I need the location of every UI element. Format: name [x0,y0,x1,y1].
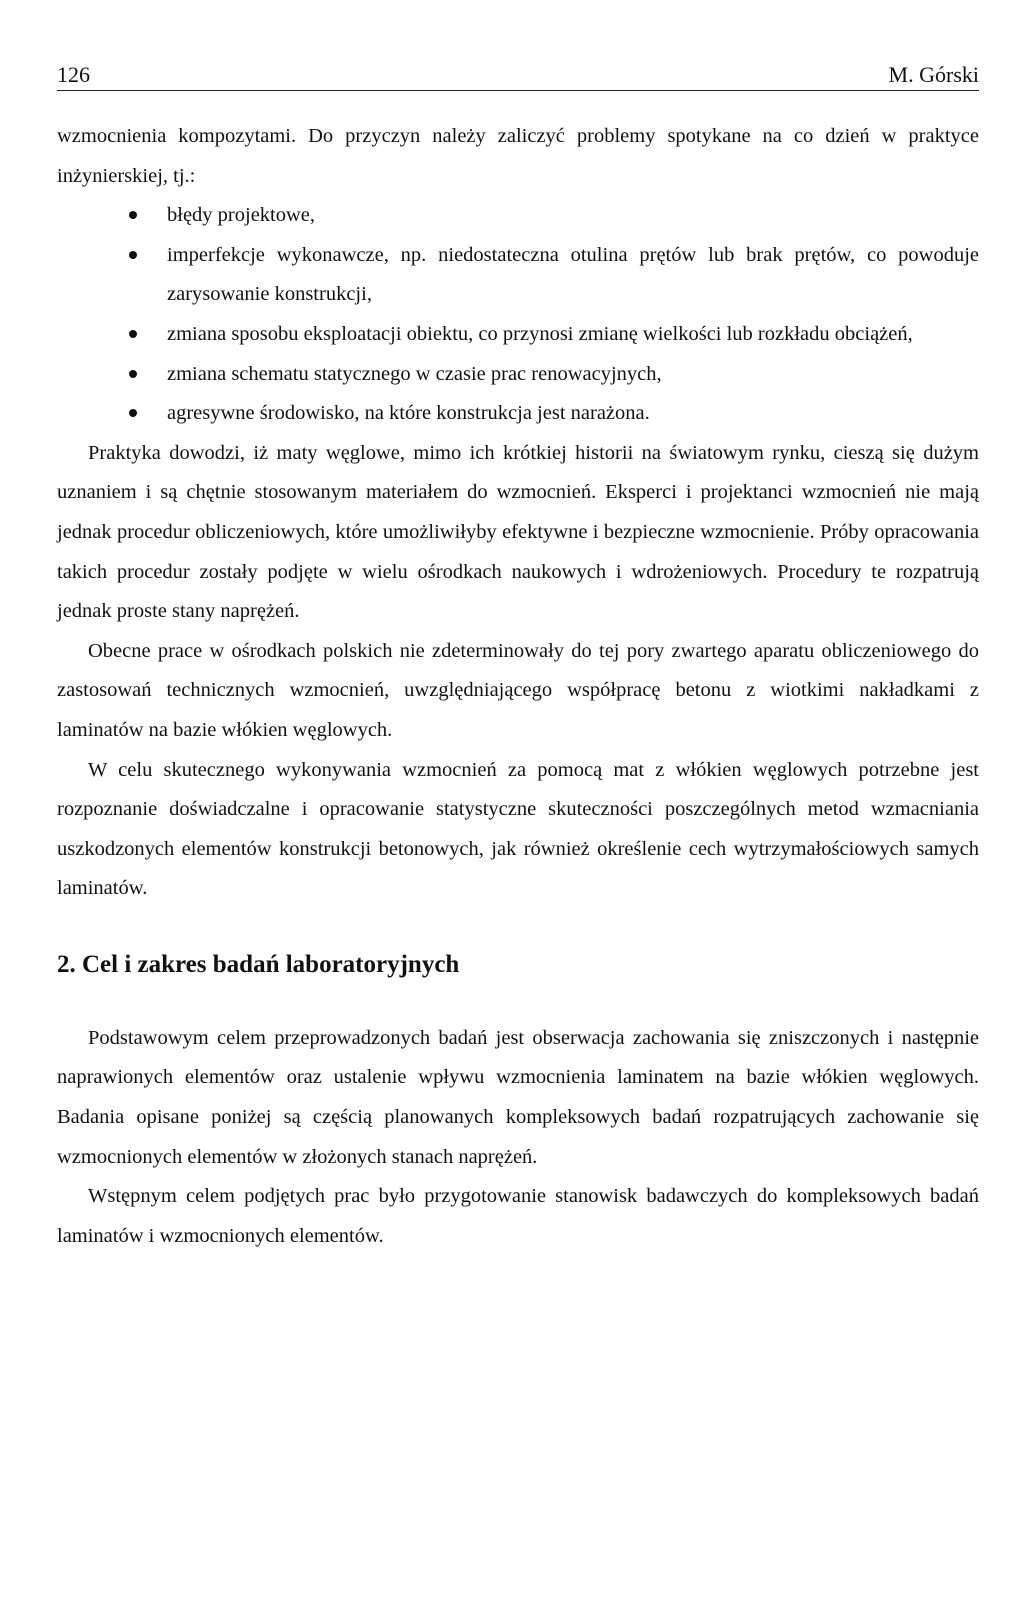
section-paragraph: Wstępnym celem podjętych prac było przygotowanie stanowisk badawczych do kompleksowych badań laminatów i wzmocnionych elementów. [57,1185,979,1247]
document-body [57,117,979,1256]
bullet-icon [129,409,137,417]
section-heading: 2. Cel i zakres badań laboratoryjnych [57,950,460,978]
list-item-text: zmiana schematu statycznego w czasie prac renowacyjnych, [167,362,662,385]
list-item-text: zmiana sposobu eksploatacji obiektu, co przynosi zmianę wielkości lub rozkładu obciążeń, [167,322,913,345]
body-paragraph: Obecne prace w ośrodkach polskich nie zdeterminowały do tej pory zwartego aparatu obliczeniowego do zastosowań technicznych wzmocnień, uwzględniającego współpracę betonu z wiotkimi nakładkami z laminatów na bazie włókien węglowych. [57,639,979,741]
list-item-text: błędy projektowe, [167,204,316,227]
bullet-icon [129,211,137,219]
author-name: M. Górski [888,62,979,87]
intro-paragraph: wzmocnienia kompozytami. Do przyczyn należy zaliczyć problemy spotykane na co dzień w praktyce inżynierskiej, tj.: [57,125,979,187]
list-item [57,355,979,395]
bullet-icon [129,251,137,259]
page-number: 126 [57,62,90,87]
bullet-icon [129,330,137,338]
bullet-icon [129,370,137,378]
list-item-text: agresywne środowisko, na które konstrukcja jest narażona. [167,402,650,425]
list-item [57,315,979,355]
document-page [57,62,979,1256]
list-item [57,394,979,434]
cause-list [57,196,979,434]
section-paragraph: Podstawowym celem przeprowadzonych badań jest obserwacja zachowania się zniszczonych i następnie naprawionych elementów oraz ustalenie wpływu wzmocnienia laminatem na bazie włókien węglowych. Badania opisane poniżej są częścią planowanych kompleksowych badań rozpatrujących zachowanie się wzmocnionych elementów w złożonych stanach naprężeń. [57,1026,979,1168]
list-item-text: imperfekcje wykonawcze, np. niedostateczna otulina prętów lub brak prętów, co powoduje zarysowanie konstrukcji, [167,243,979,306]
list-item [57,196,979,236]
body-paragraph: W celu skutecznego wykonywania wzmocnień za pomocą mat z włókien węglowych potrzebne jest rozpoznanie doświadczalne i opracowanie statystyczne skuteczności poszczególnych metod wzmacniania uszkodzonych elementów konstrukcji betonowych, jak również określenie cech wytrzymałościowych samych laminatów. [57,758,979,900]
running-header [57,62,979,91]
body-paragraph: Praktyka dowodzi, iż maty węglowe, mimo ich krótkiej historii na światowym rynku, cieszą się dużym uznaniem i są chętnie stosowanym materiałem do wzmocnień. Eksperci i projektanci wzmocnień nie mają jednak procedur obliczeniowych, które umożliwiłyby efektywne i bezpieczne wzmocnienie. Próby opracowania takich procedur zostały podjęte w wielu ośrodkach naukowych i wdrożeniowych. Procedury te rozpatrują jednak proste stany naprężeń. [57,441,979,623]
list-item [57,236,979,315]
